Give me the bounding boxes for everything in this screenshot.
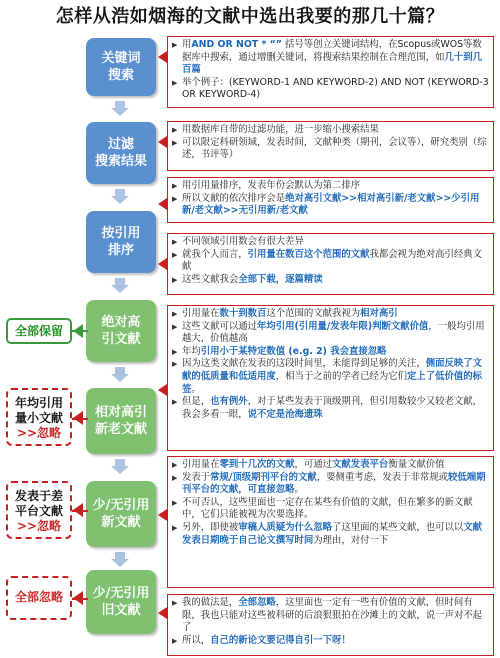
note-highlight: AND OR NOT * “” — [191, 39, 282, 50]
note-highlight: 也有例外 — [210, 396, 248, 408]
note-text: 括号等创立关键词结构，在Scopus或WOS等数据库中搜索，通过增删关键词，将搜索结果控制在合理范围，如 — [182, 39, 482, 63]
note-highlight: 绝对高引文献 — [285, 192, 342, 204]
down-arrow-icon — [111, 459, 129, 474]
keep-all-text: 全部保留 — [14, 324, 63, 338]
left-arrow-icon — [73, 591, 83, 605]
note-item — [172, 321, 489, 346]
note-text: 用 — [182, 39, 192, 50]
page-title: 怎样从浩如烟海的文献中选出我要的那几十篇？ — [55, 6, 445, 27]
step-label: 搜索结果 — [94, 154, 147, 169]
note-item — [172, 459, 489, 472]
note-text: 引用量在 — [182, 459, 220, 470]
down-arrow-icon — [111, 278, 129, 293]
down-arrow-icon — [111, 367, 129, 382]
note-text: 我的做法是， — [182, 597, 239, 608]
note-highlight: 全部下载，逐篇精读 — [238, 273, 323, 285]
note-highlight: >> — [341, 192, 358, 204]
side-label-line: 平台文献 — [14, 504, 63, 518]
note-highlight: >> — [222, 205, 239, 217]
step-sort-by-citation — [86, 211, 156, 273]
down-arrow-icon — [111, 101, 129, 116]
step-label: 搜索 — [107, 68, 134, 83]
side-label-line: 发表于差 — [14, 489, 63, 503]
step-relative-high-cited — [86, 388, 156, 454]
note-item: ▶ 不同领域引用数会有很大差异 — [172, 236, 489, 249]
step-label: 少/无引用 — [92, 498, 150, 513]
note-text: 为理由，对付一下 — [313, 534, 389, 546]
note-item: ▶ 用数据库自带的过滤功能，进一步缩小搜索结果 — [172, 124, 489, 137]
note-text: 我都会视为绝对高引经典文献 — [182, 248, 483, 273]
note-highlight: 定上了低价值的标签 — [182, 370, 483, 395]
note-box-low-old — [167, 594, 494, 656]
step-label: 排序 — [107, 243, 134, 258]
step-low-cited-new — [86, 481, 156, 547]
note-text: ，相当于之前的学者已经为它们 — [275, 370, 408, 382]
step-label: 引文献 — [101, 332, 141, 347]
note-text: 。 — [191, 383, 201, 395]
note-item: ▶ 用引用量排序，发表年份会默认为第二排序 — [172, 180, 489, 193]
step-label: 旧文献 — [101, 603, 141, 618]
step-keyword-search — [86, 38, 156, 96]
note-text: ，要侧重考虑，发表于非常规或 — [316, 471, 448, 483]
note-box-absolute — [167, 233, 494, 295]
down-arrow-icon — [111, 189, 129, 204]
note-text: 这些文献我会 — [182, 273, 239, 285]
note-highlight: 全部忽略 — [238, 597, 276, 608]
side-label-line: 量小文献 — [14, 411, 63, 425]
note-item: ▶ 举个例子：(KEYWORD-1 AND KEYWORD-2) AND NOT (KEYWORD-3 OR KEYWORD-4) — [172, 77, 489, 102]
note-text: ，可通过 — [294, 459, 333, 470]
note-text: 衡量文献价值 — [388, 459, 445, 470]
note-item — [172, 597, 489, 635]
step-label: 绝对高 — [101, 315, 141, 330]
side-label-relative-ignore — [6, 388, 72, 446]
note-item — [172, 358, 489, 396]
note-highlight: 较低端期刊平台的文献，可直接忽略 — [182, 471, 486, 496]
down-arrow-icon — [111, 552, 129, 567]
side-label-ignore-all — [6, 576, 72, 620]
note-highlight: 年均引用(引用量/发表年限)判断文献价值 — [257, 320, 429, 332]
note-text: 这些文献可以通过 — [182, 320, 258, 332]
step-label: 按引用 — [101, 226, 141, 241]
note-item — [172, 308, 489, 321]
note-highlight: >> — [435, 192, 452, 204]
note-highlight: 少引用新/老文献 — [182, 192, 480, 217]
note-item — [172, 346, 489, 359]
step-label: 关键词 — [101, 51, 141, 66]
note-box-filter — [167, 121, 494, 171]
note-highlight: 无引用新/老文献 — [238, 205, 308, 217]
note-text: 了这里面的某些文献，也可以以 — [332, 521, 464, 533]
note-item — [172, 274, 489, 287]
side-label-line: >>忽略 — [16, 426, 62, 440]
note-text: ，这里面也一定有一些有价值的文献，但时间有限，我也只能对这些被科研的后浪狠狠拍在沙滩上的文献，说一声对不起了 — [182, 597, 483, 634]
step-absolute-high-cited — [86, 300, 156, 362]
note-highlight: 自己的新论文要记得自引一下呀！ — [210, 634, 351, 646]
note-item: ▶ 可以限定科研领域，发表时间，文献种类（期刊，会议等），研究类别（综述，书评等） — [172, 137, 489, 162]
note-item — [172, 396, 489, 421]
note-highlight: 几十到几百篇 — [182, 51, 483, 76]
side-label-line: 年均引用 — [14, 396, 63, 410]
note-highlight: 引用量在数百这个范围的文献 — [247, 248, 370, 260]
note-highlight: 引用小于某特定数值 (e.g. 2) 我会直接忽略 — [200, 345, 387, 357]
note-highlight: 零到十几次的文献 — [219, 459, 295, 470]
note-highlight: 审稿人质疑为什么忽略 — [238, 521, 333, 533]
left-arrow-icon — [73, 503, 83, 517]
left-arrow-icon — [73, 411, 83, 425]
note-highlight: 文献发表日期晚于自己论文撰写时间 — [182, 521, 483, 546]
left-arrow-icon — [73, 324, 83, 338]
note-highlight: 常规/顶级期刊平台的文献 — [210, 471, 317, 483]
note-highlight: 文献发表平台 — [332, 459, 389, 470]
note-highlight: 侧面反映了文献的低质量和低适用度 — [182, 358, 483, 382]
step-label: 新老文献 — [94, 422, 147, 437]
note-text: 引用量在 — [182, 308, 220, 319]
note-text: 。 — [294, 484, 304, 496]
note-box-sort — [167, 177, 494, 223]
note-highlight: 相对高引 — [360, 308, 398, 319]
note-item — [172, 472, 489, 497]
note-text: ，对于某些发表于顶级期刊，但引用数较少又较老文献，我会多看一眼， — [182, 396, 483, 420]
note-text: 发表于 — [182, 471, 211, 483]
side-label-newpub-ignore — [6, 481, 72, 539]
note-item: ▶ 不可否认，这些里面也一定存在某些有价值的文献，但在繁多的新文献中，它们只能被视为次要选择。 — [172, 497, 489, 522]
note-text: 所以， — [182, 634, 211, 646]
note-item — [172, 39, 489, 77]
note-item — [172, 522, 489, 547]
step-label: 少/无引用 — [92, 586, 150, 601]
note-text: ，一般均引用越大，价值越高 — [182, 320, 485, 345]
note-text: 就我个人而言， — [182, 248, 248, 260]
note-highlight: 数十到数百 — [219, 308, 267, 319]
ignore-all-text: 全部忽略 — [14, 590, 63, 604]
note-highlight: 相对高引新/老文献 — [357, 192, 436, 204]
note-item — [172, 635, 489, 648]
step-filter-results — [86, 122, 156, 184]
step-label: 相对高引 — [94, 405, 147, 420]
side-label-line: >>忽略 — [16, 519, 62, 533]
note-item — [172, 193, 489, 218]
step-label: 过滤 — [107, 137, 134, 152]
note-text: 但是， — [182, 396, 211, 408]
note-text: 因为这类文献在发表的这段时间里，未能得到足够的关注， — [182, 358, 426, 370]
note-text: 年均 — [182, 345, 201, 357]
note-box-keyword-search — [167, 36, 494, 108]
step-label: 新文献 — [101, 515, 141, 530]
note-text: 另外，即使被 — [182, 521, 239, 533]
note-highlight: 说不定是沧海遗珠 — [247, 408, 323, 420]
step-low-cited-old — [86, 570, 156, 634]
side-label-keep-all — [6, 318, 72, 344]
note-box-low-new — [167, 456, 494, 588]
note-text: 这个范围的文献我视为 — [266, 308, 361, 319]
note-item — [172, 249, 489, 274]
note-box-relative — [167, 305, 494, 451]
note-text: 所以文献的依次排序会是 — [182, 192, 286, 204]
